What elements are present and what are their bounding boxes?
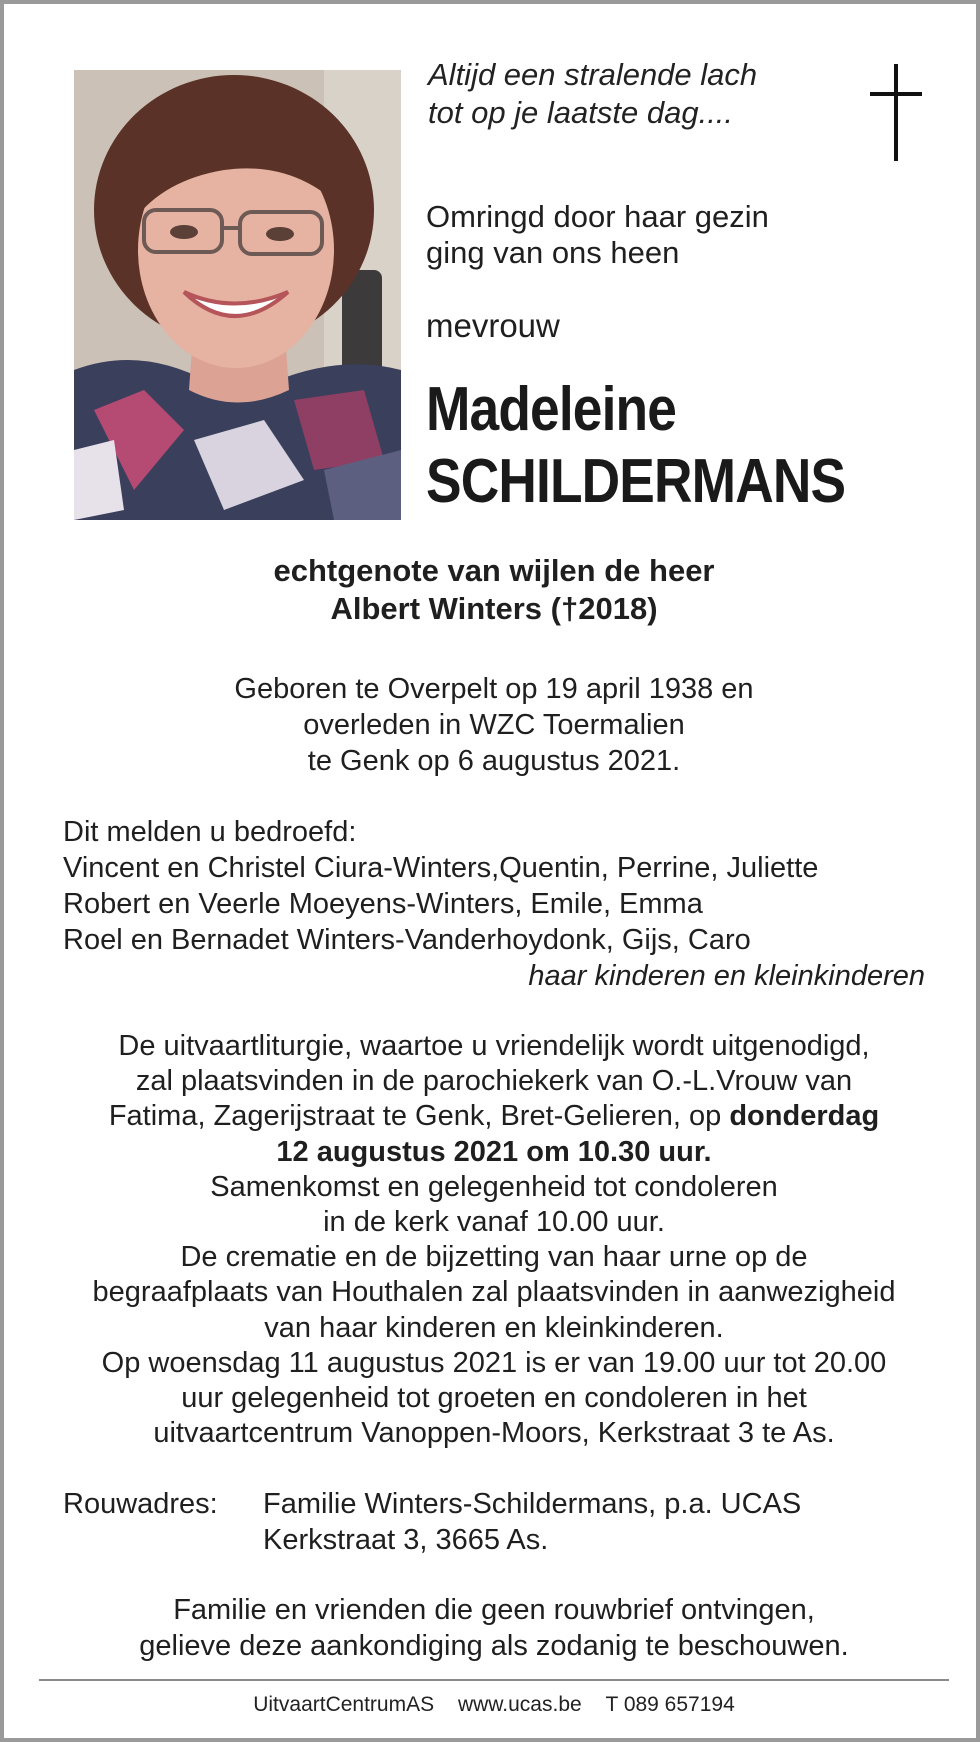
service-line: van haar kinderen en kleinkinderen.: [264, 1311, 724, 1344]
birth-death-info: [4, 671, 980, 779]
service-line: De uitvaartliturgie, waartoe u vriendelijk wordt uitgenodigd,: [118, 1030, 870, 1062]
address-value: [263, 1486, 963, 1558]
first-name: Madeleine: [426, 375, 677, 444]
address-label: Rouwadres:: [63, 1488, 218, 1520]
honorific: mevrouw: [426, 307, 560, 344]
service-line: Samenkomst en gelegenheid tot condoleren: [210, 1170, 778, 1203]
birth-line: Geboren te Overpelt op 19 april 1938 en: [234, 673, 754, 705]
address-line: Familie Winters-Schildermans, p.a. UCAS: [263, 1488, 802, 1520]
intro-line: ging van ons heen: [426, 235, 680, 270]
service-line: begraafplaats van Houthalen zal plaatsvinden in aanwezigheid: [92, 1276, 896, 1309]
service-line: De crematie en de bijzetting van haar urne op de: [180, 1241, 808, 1274]
footer-company: UitvaartCentrumAS: [253, 1693, 435, 1716]
quote-line: tot op je laatste dag....: [428, 95, 734, 130]
service-line: Op woensdag 11 augustus 2021 is er van 19.00 uur tot 20.00: [101, 1346, 887, 1379]
service-line: uitvaartcentrum Vanoppen-Moors, Kerkstraat 3 te As.: [153, 1417, 835, 1450]
memorial-quote: [428, 56, 808, 132]
service-line: [44, 1135, 944, 1170]
service-line: in de kerk vanaf 10.00 uur.: [323, 1206, 665, 1239]
mourners-heading: Dit melden u bedroefd:: [63, 816, 357, 848]
footer-phone: T 089 657194: [605, 1693, 735, 1716]
mourners-signature: haar kinderen en kleinkinderen: [528, 960, 925, 992]
spouse-info: [4, 552, 980, 628]
intro-line: Omringd door haar gezin: [426, 199, 769, 234]
footer-divider: [39, 1679, 949, 1681]
address-line: Kerkstraat 3, 3665 As.: [263, 1524, 549, 1556]
spouse-line: echtgenote van wijlen de heer: [273, 553, 715, 588]
death-line: te Genk op 6 augustus 2021.: [307, 745, 681, 777]
mourner-line: Robert en Veerle Moeyens-Winters, Emile, Emma: [63, 888, 703, 920]
service-line: zal plaatsvinden in de parochiekerk van O.-L.Vrouw van: [135, 1065, 853, 1098]
footer: [4, 1692, 980, 1718]
quote-line: Altijd een stralende lach: [428, 57, 758, 92]
service-datetime: 12 augustus 2021 om 10.30 uur.: [276, 1135, 712, 1168]
service-line: [44, 1099, 944, 1134]
deceased-name: [426, 374, 873, 518]
portrait-photo: [74, 70, 401, 520]
notice-line: gelieve deze aankondiging als zodanig te beschouwen.: [139, 1630, 849, 1662]
mourner-line: Roel en Bernadet Winters-Vanderhoydonk, Gijs, Caro: [63, 924, 751, 956]
mourners-list: [63, 814, 925, 994]
footer-website[interactable]: www.ucas.be: [457, 1693, 582, 1716]
death-line: overleden in WZC Toermalien: [303, 709, 685, 741]
service-line: uur gelegenheid tot groeten en condoleren in het: [181, 1382, 807, 1415]
notice-line: Familie en vrienden die geen rouwbrief ontvingen,: [173, 1594, 815, 1626]
funeral-service-info: [44, 1029, 944, 1451]
mourner-line: Vincent en Christel Ciura-Winters,Quentin, Perrine, Juliette: [63, 852, 819, 884]
intro-text: [426, 199, 846, 271]
cross-icon: [866, 64, 926, 164]
spouse-line: Albert Winters (†2018): [330, 591, 658, 626]
last-name: SCHILDERMANS: [426, 447, 846, 516]
service-location: Fatima, Zagerijstraat te Genk, Bret-Gelieren, op: [108, 1100, 730, 1133]
service-day: donderdag: [729, 1100, 880, 1133]
closing-notice: [4, 1592, 980, 1664]
